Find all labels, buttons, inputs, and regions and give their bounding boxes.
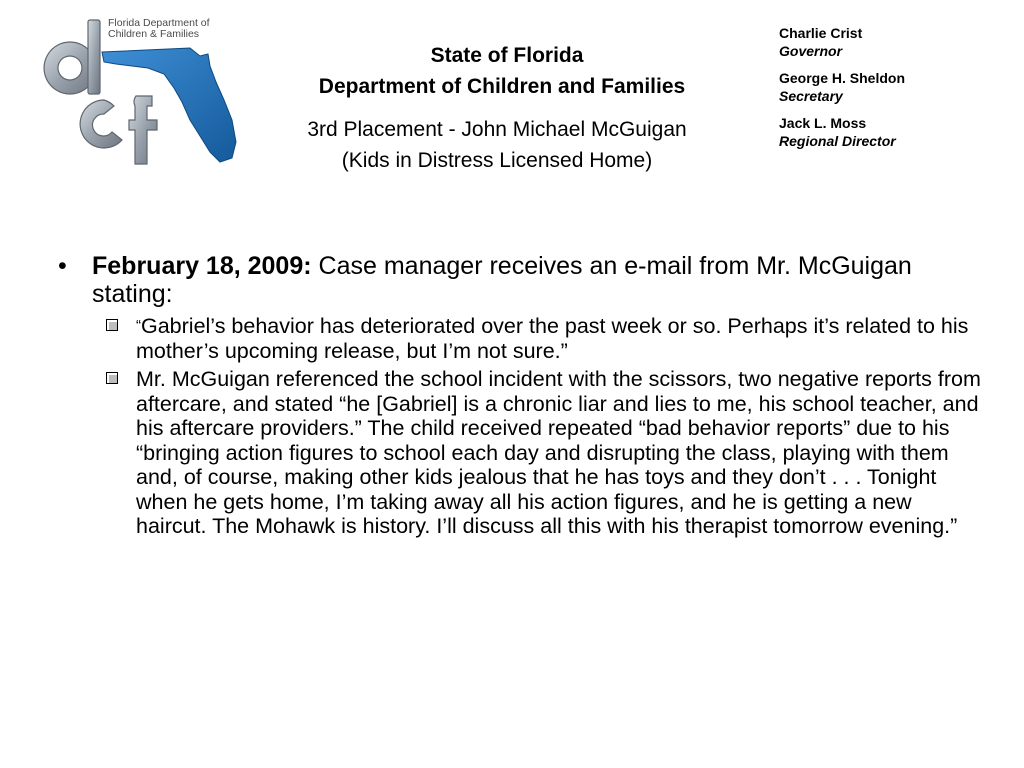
sub-bullet-item [104,314,982,363]
checkbox-bullet-icon [106,372,118,384]
state-title: State of Florida [430,44,584,67]
logo-org-name [108,18,210,40]
official-title: Secretary [779,88,843,104]
florida-map-icon [102,48,236,162]
officials-block [779,24,999,159]
dcf-letters [44,20,157,164]
checkbox-bullet-icon [106,319,118,331]
dcf-logo [40,12,240,168]
official-title: Governor [779,43,843,59]
official-name: Jack L. Moss [779,115,867,131]
department-title: Department of Children and Families [318,75,686,98]
placement-subtitle: (Kids in Distress Licensed Home) [341,149,653,172]
sub-bullet-text: Gabriel’s behavior has deteriorated over the past week or so. Perhaps it’s related to his mother’s upcoming release, but I’m not sure.” [136,314,969,363]
official-name: George H. Sheldon [779,70,906,86]
sub-bullet-list [104,314,982,539]
bullet-lead-text: ase manager receives an e-mail from Mr. McGuigan stating: [92,252,912,308]
official-name: Charlie Crist [779,25,863,41]
bullet-dot-icon: • [58,252,67,280]
official-title: Regional Director [779,133,896,149]
open-quote: “ [136,317,141,334]
slide-content [52,252,982,543]
bullet-lead-c: C [318,252,337,280]
header-titles [262,40,762,176]
sub-bullet-text: Mr. McGuigan referenced the school incident with the scissors, two negative reports from aftercare, and stated “he [Gabriel] is a chronic liar and lies to me, his school teacher, and his aftercare providers.” The child received repeated “bad behavior reports” due to his “bringing action figures to school each day and disrupting the class, playing with them and, of course, making other kids jealous that he has toys and they don’t . . . Tonight when he gets home, I’m taking away all his action figures, and he is getting a new haircut. The Mohawk is history. I’ll discuss all this with his therapist tomorrow evening.” [136,367,981,538]
official-secretary [779,69,999,105]
official-regional-director [779,114,999,150]
sub-bullet-item [104,367,982,539]
placement-title: 3rd Placement - John Michael McGuigan [307,118,687,141]
logo-org-line-1: Florida Department of [108,17,210,29]
logo-org-line-2: Children & Families [108,28,200,40]
official-governor [779,24,999,60]
main-bullet [52,252,982,308]
bullet-date: February 18, 2009: [92,252,312,280]
